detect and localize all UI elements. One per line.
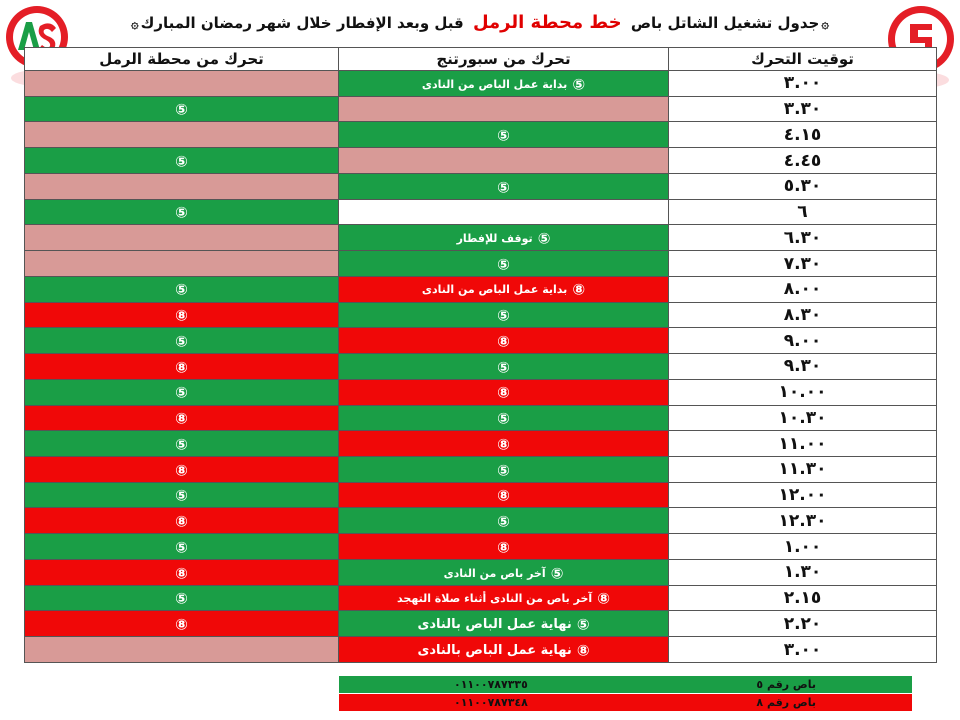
bus-number-icon: ⑧: [175, 615, 188, 634]
departure-time: ١١.٣٠: [669, 457, 937, 483]
departure-time: ٩.٠٠: [669, 328, 937, 354]
bus-number-icon: ⑧: [175, 512, 188, 531]
bus-number-icon: ⑧: [175, 306, 188, 325]
bus-number-icon: ⑤: [175, 280, 188, 299]
cell-note: آخر باص من النادى أثناء صلاة التهجد: [397, 592, 593, 606]
title-prefix: جدول تشغيل الشاتل باص: [630, 14, 820, 32]
table-row: [25, 276, 937, 302]
table-row: [25, 457, 937, 483]
bus-number-icon: ⑧: [175, 409, 188, 428]
table-row: [25, 148, 937, 174]
raml-cell: [25, 251, 339, 277]
bus-number-icon: ⑤: [175, 486, 188, 505]
sporting-cell: [339, 71, 669, 97]
departure-time: ٢.٢٠: [669, 611, 937, 637]
legend-phone: ٠١١٠٠٧٨٧٣٤٨: [454, 696, 528, 709]
table-row: [25, 559, 937, 585]
table-row: [25, 405, 937, 431]
departure-time: ٤.١٥: [669, 122, 937, 148]
raml-cell: [25, 482, 339, 508]
table-row: [25, 251, 937, 277]
raml-cell: [25, 122, 339, 148]
raml-cell: [25, 405, 339, 431]
bus-number-icon: ⑤: [497, 306, 510, 325]
legend-row-bus-5: [339, 676, 912, 693]
table-row: [25, 173, 937, 199]
table-row: [25, 199, 937, 225]
sporting-cell: [339, 328, 669, 354]
cell-note: توقف للإفطار: [456, 232, 533, 246]
table-row: [25, 354, 937, 380]
bus-number-icon: ⑤: [175, 435, 188, 454]
bus-number-icon: ⑤: [175, 100, 188, 119]
departure-time: ١٠.٠٠: [669, 379, 937, 405]
bus-number-icon: ⑤: [550, 564, 564, 583]
bus-number-icon: ⑤: [175, 589, 188, 608]
raml-cell: [25, 431, 339, 457]
raml-cell: [25, 508, 339, 534]
cell-note: بداية عمل الباص من النادى: [421, 77, 568, 91]
page-title: [120, 8, 840, 38]
table-row: [25, 508, 937, 534]
raml-cell: [25, 71, 339, 97]
bus-number-icon: ⑧: [597, 589, 610, 608]
raml-cell: [25, 611, 339, 637]
bus-number-icon: ⑤: [497, 461, 510, 480]
sporting-cell: [339, 482, 669, 508]
sporting-cell: [339, 148, 669, 174]
departure-time: ٨.٠٠: [669, 276, 937, 302]
sporting-cell: [339, 457, 669, 483]
bus-number-icon: ⑤: [497, 358, 510, 377]
departure-time: ١١.٠٠: [669, 431, 937, 457]
departure-time: ٣.٠٠: [669, 71, 937, 97]
bus-number-icon: ⑤: [175, 383, 188, 402]
bus-number-icon: ⑤: [497, 126, 510, 145]
legend-row-bus-8: [339, 694, 912, 711]
sporting-cell: [339, 405, 669, 431]
table-row: [25, 225, 937, 251]
bus-number-icon: ⑧: [497, 435, 510, 454]
table-row: [25, 611, 937, 637]
cell-note: آخر باص من النادى: [443, 566, 546, 580]
bus-number-icon: ⑤: [572, 75, 586, 94]
departure-time: ٩.٣٠: [669, 354, 937, 380]
column-header-time: توقيت التحرك: [669, 48, 937, 71]
bus-number-icon: ⑧: [497, 486, 510, 505]
table-header-row: [25, 48, 937, 71]
sporting-cell: [339, 379, 669, 405]
bus-number-icon: ⑧: [497, 383, 510, 402]
table-row: [25, 122, 937, 148]
departure-time: ١.٠٠: [669, 534, 937, 560]
table-row: [25, 71, 937, 97]
raml-cell: [25, 276, 339, 302]
departure-time: ٤.٤٥: [669, 148, 937, 174]
sporting-cell: [339, 508, 669, 534]
departure-time: ١٢.٣٠: [669, 508, 937, 534]
raml-cell: [25, 148, 339, 174]
raml-cell: [25, 96, 339, 122]
legend-label: باص رقم ٨: [756, 696, 816, 709]
raml-cell: [25, 379, 339, 405]
cell-note: نهاية عمل الباص بالنادى: [417, 617, 572, 633]
cell-note: بداية عمل الباص من النادى: [421, 283, 568, 297]
cell-note: نهاية عمل الباص بالنادى: [417, 642, 572, 658]
bus-number-icon: ⑧: [175, 564, 188, 583]
table-row: [25, 431, 937, 457]
sporting-cell: [339, 559, 669, 585]
bus-number-icon: ⑤: [175, 332, 188, 351]
table-row: [25, 328, 937, 354]
departure-time: ١.٣٠: [669, 559, 937, 585]
ornament-mark: ۞: [131, 17, 139, 32]
sporting-cell: [339, 276, 669, 302]
bus-number-icon: ⑤: [497, 512, 510, 531]
departure-time: ١٢.٠٠: [669, 482, 937, 508]
sporting-cell: [339, 637, 669, 663]
raml-cell: [25, 457, 339, 483]
bus-number-icon: ⑤: [175, 152, 188, 171]
column-header-raml: تحرك من محطة الرمل: [25, 48, 339, 71]
raml-cell: [25, 302, 339, 328]
sporting-cell: [339, 585, 669, 611]
departure-time: ٣.٠٠: [669, 637, 937, 663]
table-row: [25, 585, 937, 611]
table-row: [25, 637, 937, 663]
departure-time: ٢.١٥: [669, 585, 937, 611]
bus-number-icon: ⑧: [175, 461, 188, 480]
raml-cell: [25, 173, 339, 199]
schedule-table: [24, 47, 937, 663]
raml-cell: [25, 559, 339, 585]
raml-cell: [25, 534, 339, 560]
sporting-cell: [339, 122, 669, 148]
sporting-cell: [339, 96, 669, 122]
legend-phone: ٠١١٠٠٧٨٧٣٣٥: [454, 678, 528, 691]
sporting-cell: [339, 251, 669, 277]
raml-cell: [25, 199, 339, 225]
raml-cell: [25, 637, 339, 663]
sporting-cell: [339, 534, 669, 560]
bus-legend: [339, 676, 912, 711]
table-row: [25, 379, 937, 405]
bus-number-icon: ⑤: [175, 203, 188, 222]
bus-number-icon: ⑧: [576, 641, 590, 660]
bus-number-icon: ⑤: [497, 178, 510, 197]
bus-number-icon: ⑤: [576, 615, 590, 634]
sporting-cell: [339, 302, 669, 328]
departure-time: ٣.٣٠: [669, 96, 937, 122]
departure-time: ٦: [669, 199, 937, 225]
bus-number-icon: ⑤: [537, 229, 551, 248]
sporting-cell: [339, 431, 669, 457]
departure-time: ٦.٣٠: [669, 225, 937, 251]
legend-label: باص رقم ٥: [756, 678, 816, 691]
sporting-cell: [339, 225, 669, 251]
sporting-cell: [339, 354, 669, 380]
raml-cell: [25, 328, 339, 354]
raml-cell: [25, 585, 339, 611]
sporting-cell: [339, 611, 669, 637]
bus-number-icon: ⑧: [497, 538, 510, 557]
bus-number-icon: ⑤: [497, 255, 510, 274]
route-name: خط محطة الرمل: [472, 12, 622, 33]
sporting-cell: [339, 199, 669, 225]
bus-number-icon: ⑧: [497, 332, 510, 351]
bus-number-icon: ⑧: [572, 280, 586, 299]
bus-number-icon: ⑤: [497, 409, 510, 428]
table-row: [25, 96, 937, 122]
departure-time: ٥.٣٠: [669, 173, 937, 199]
raml-cell: [25, 225, 339, 251]
raml-cell: [25, 354, 339, 380]
bus-number-icon: ⑧: [175, 358, 188, 377]
table-row: [25, 534, 937, 560]
ornament-mark: ۞: [821, 17, 829, 32]
departure-time: ٨.٣٠: [669, 302, 937, 328]
title-suffix: قبل وبعد الإفطار خلال شهر رمضان المبارك: [140, 14, 464, 32]
table-row: [25, 482, 937, 508]
sporting-cell: [339, 173, 669, 199]
table-row: [25, 302, 937, 328]
bus-number-icon: ⑤: [175, 538, 188, 557]
departure-time: ١٠.٣٠: [669, 405, 937, 431]
departure-time: ٧.٣٠: [669, 251, 937, 277]
column-header-sporting: تحرك من سبورتنج: [339, 48, 669, 71]
